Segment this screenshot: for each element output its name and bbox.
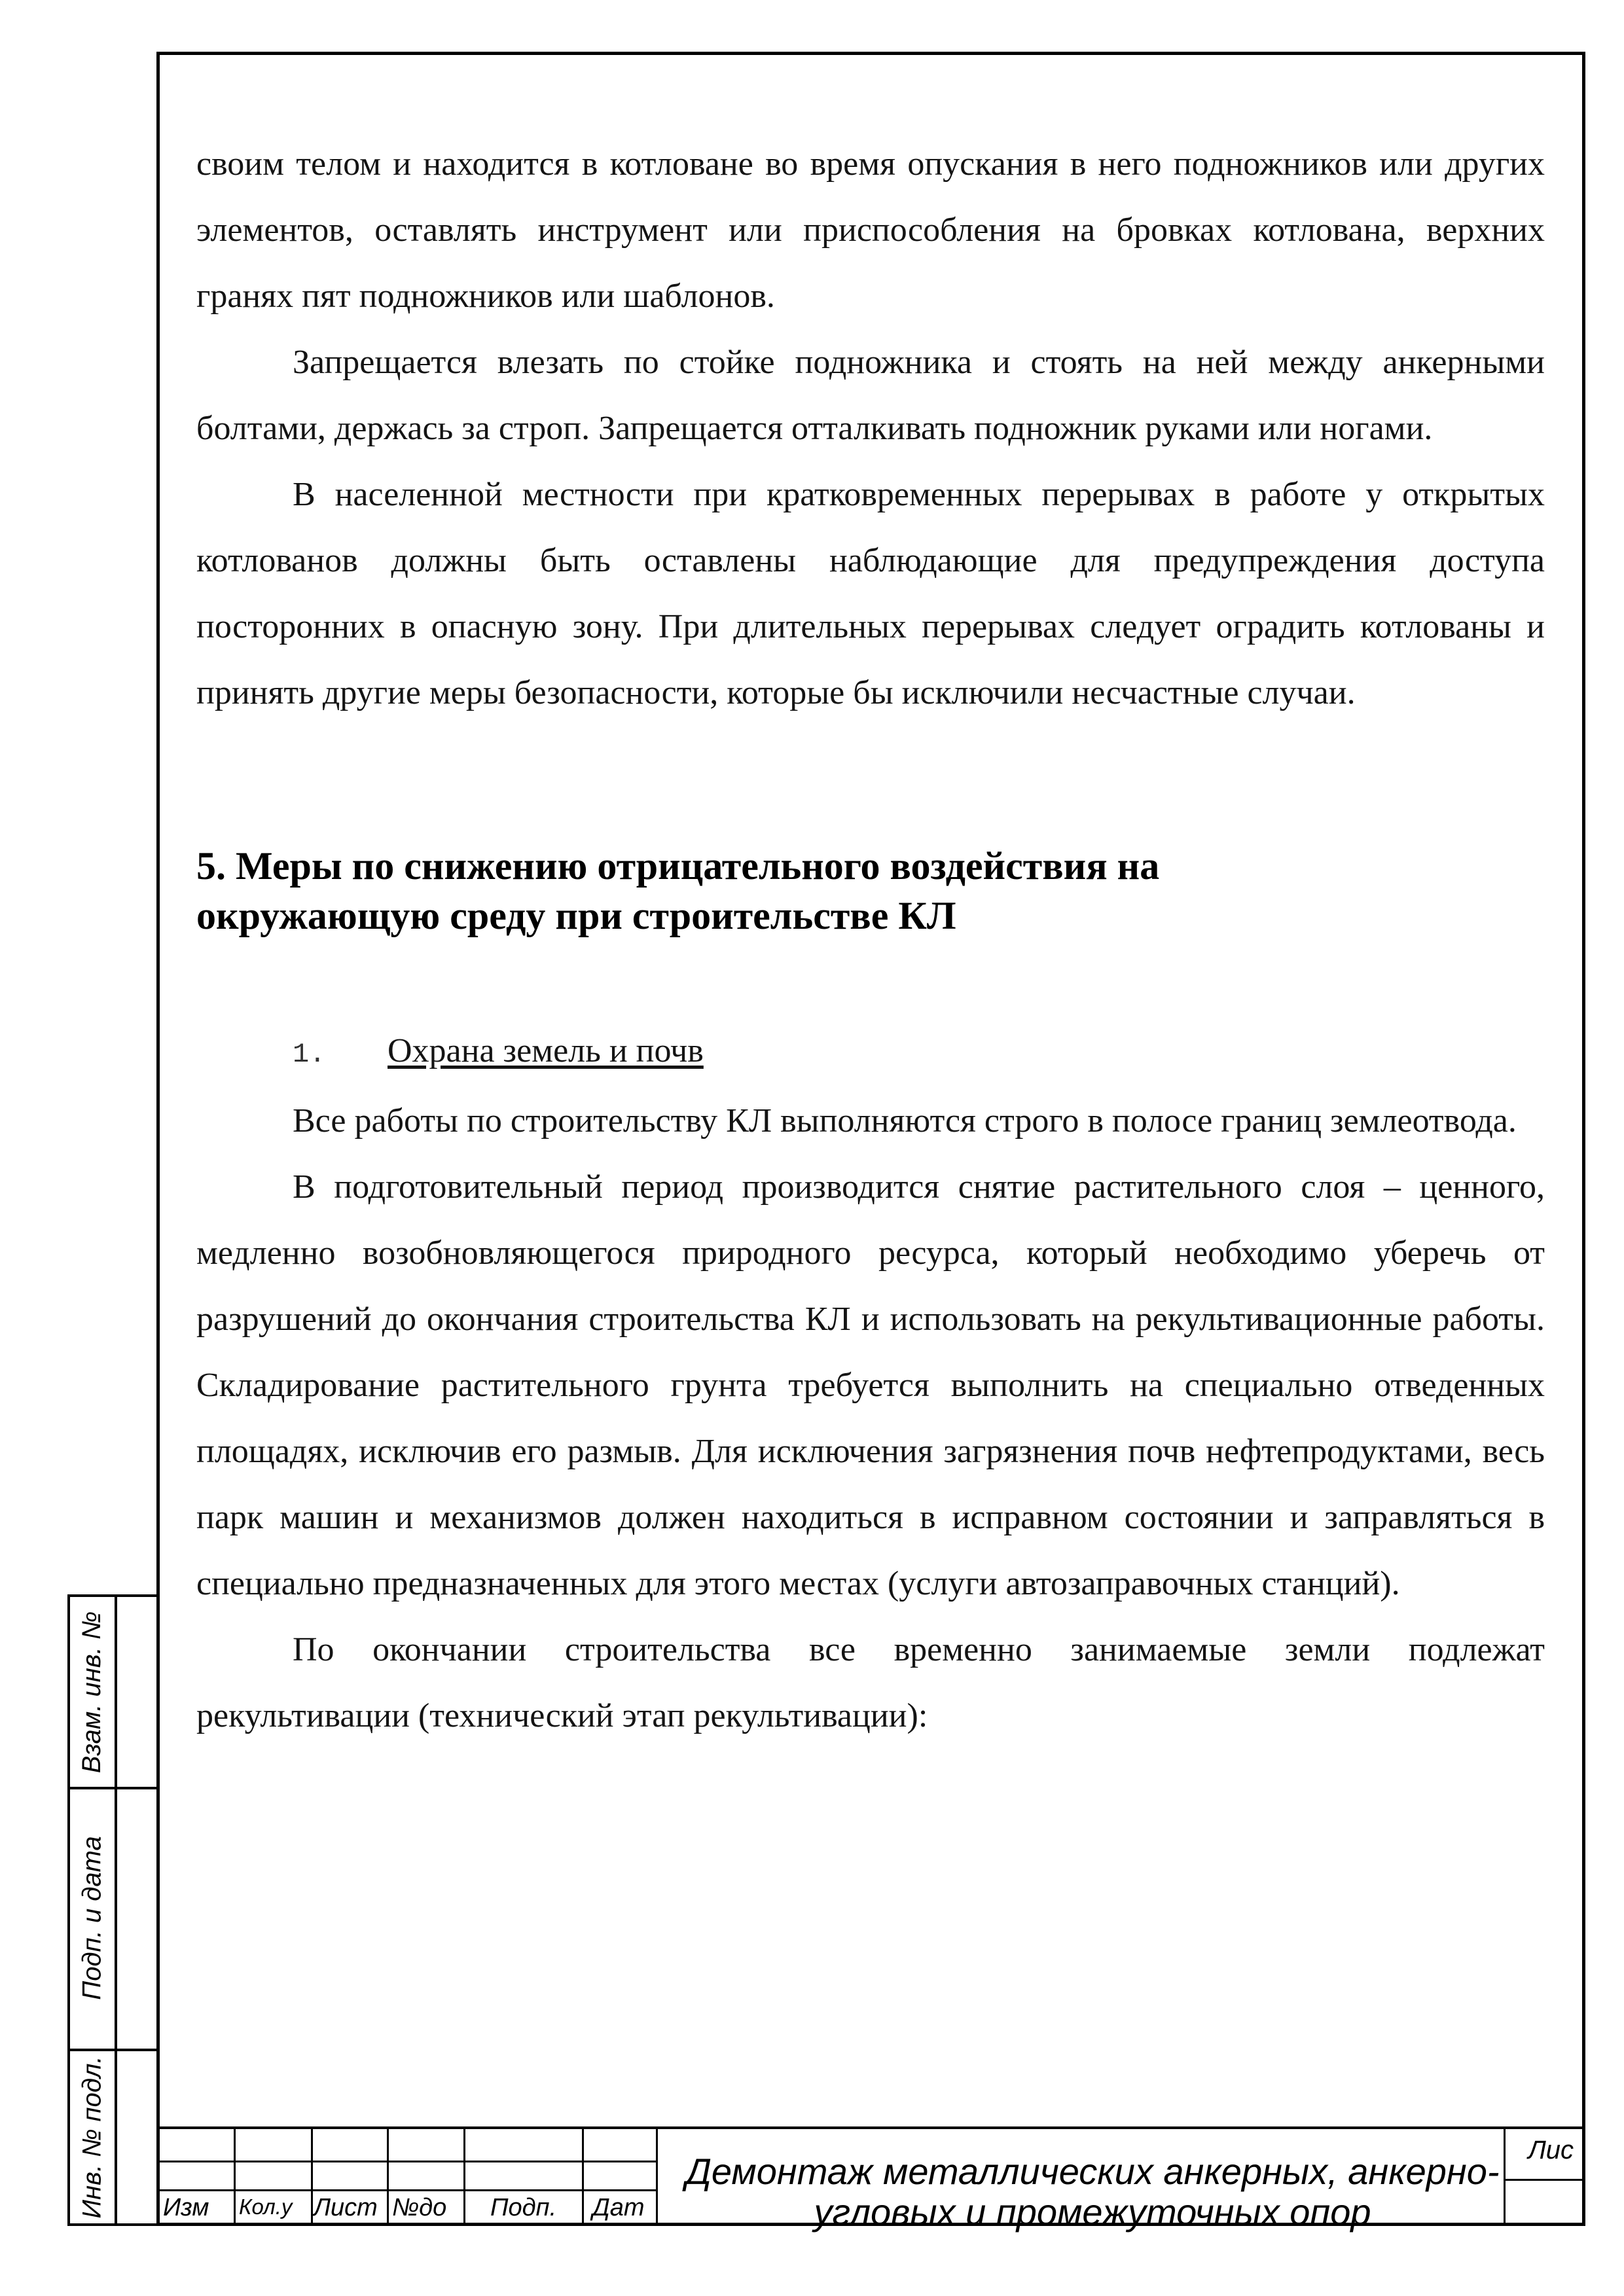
side-label-replacement-inv: Взам. инв. №	[77, 1611, 107, 1773]
paragraph: По окончании строительства все временно занимаемые земли подлежат рекультивации (технический этап рекультивации):	[196, 1631, 1545, 1734]
col-label-ndoc: №до	[392, 2194, 447, 2221]
col-label-list: Лист	[314, 2194, 378, 2221]
section-heading	[196, 841, 1545, 941]
document-body	[196, 131, 1545, 1749]
title-block	[156, 2126, 1585, 2233]
paragraph: Все работы по строительству КЛ выполняются строго в полосе границ землеотвода.	[293, 1102, 1517, 1139]
subsection-title: Охрана земель и почв	[388, 1032, 704, 1069]
side-label-original-inv: Инв. № подл.	[77, 2056, 107, 2219]
col-label-podp: Подп.	[490, 2194, 557, 2221]
side-stamp	[67, 1594, 156, 2226]
document-title	[667, 2151, 1518, 2233]
col-label-date: Дат	[592, 2194, 645, 2221]
paragraph: Запрещается влезать по стойке подножника и стоять на ней между анкерными болтами, держась за строп. Запрещается отталкивать подножник руками или ногами.	[196, 344, 1545, 447]
col-label-izm: Изм	[163, 2194, 209, 2221]
paragraph-continued: своим телом и находится в котловане во время опускания в него подножников или других элементов, оставлять инструмент или приспособления на бровках котлована, верхних гранях пят подножников или шаблонов.	[196, 145, 1545, 315]
section-heading-line-2: окружающую среду при строительстве КЛ	[196, 894, 956, 937]
col-label-kolu: Кол.у	[239, 2195, 293, 2219]
sheet-label: Лис	[1528, 2136, 1574, 2164]
subsection-number: 1.	[293, 1039, 326, 1070]
section-heading-line-1: 5. Меры по снижению отрицательного воздействия на	[196, 844, 1160, 888]
document-title-line-2: угловых и промежуточных опор	[814, 2191, 1371, 2233]
side-label-sign-date: Подп. и дата	[77, 1835, 107, 2000]
document-title-line-1: Демонтаж металлических анкерных, анкерно-	[685, 2151, 1500, 2192]
paragraph: В подготовительный период производится снятие растительного слоя – ценного, медленно возобновляющегося природного ресурса, который необходимо уберечь от разрушений до окончания строительства КЛ и использовать на рекультивационные работы. Складирование растительного грунта требуется выполнить на специально отведенных площадях, исключив его размыв. Для исключения загрязнения почв нефтепродуктами, весь парк машин и механизмов должен находиться в исправном состоянии и заправляться в специально предназначенных для этого местах (услуги автозаправочных станций).	[196, 1168, 1545, 1602]
subsection-heading	[196, 1018, 1545, 1088]
paragraph: В населенной местности при кратковременных перерывах в работе у открытых котлованов должны быть оставлены наблюдающие для предупреждения доступа посторонних в опасную зону. При длительных перерывах следует оградить котлованы и принять другие меры безопасности, которые бы исключили несчастные случаи.	[196, 476, 1545, 711]
